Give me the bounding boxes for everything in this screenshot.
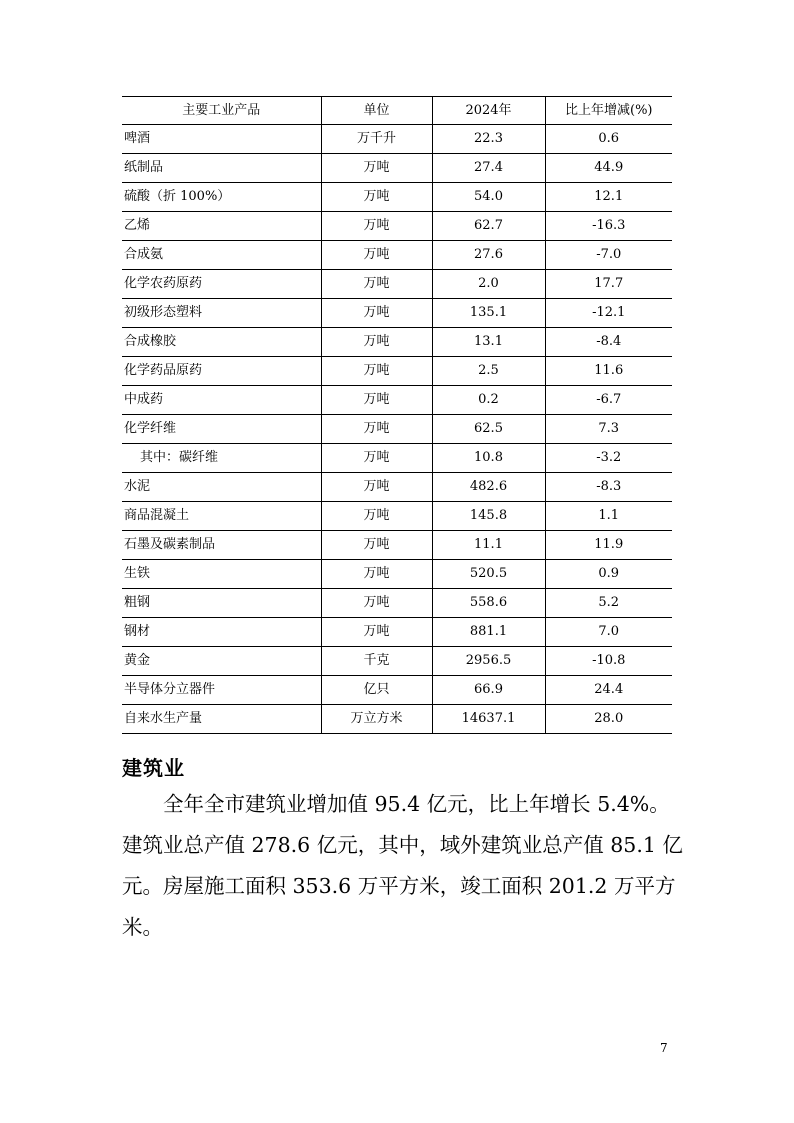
table-row	[122, 560, 672, 589]
product-name-cell: 石墨及碳素制品	[122, 531, 321, 560]
product-name-cell: 自来水生产量	[122, 705, 321, 734]
value-cell: 54.0	[432, 183, 545, 212]
table-row	[122, 647, 672, 676]
unit-cell: 万吨	[321, 618, 432, 647]
product-name-cell: 化学农药原药	[122, 270, 321, 299]
value-cell: 62.5	[432, 415, 545, 444]
table-body	[122, 125, 672, 734]
change-cell: 17.7	[545, 270, 672, 299]
product-name-cell: 啤酒	[122, 125, 321, 154]
change-cell: 0.9	[545, 560, 672, 589]
table-row	[122, 125, 672, 154]
product-name-cell: 乙烯	[122, 212, 321, 241]
product-name-cell: 化学药品原药	[122, 357, 321, 386]
unit-cell: 万吨	[321, 357, 432, 386]
value-cell: 10.8	[432, 444, 545, 473]
value-cell: 27.4	[432, 154, 545, 183]
table-row	[122, 676, 672, 705]
product-name-cell: 初级形态塑料	[122, 299, 321, 328]
unit-cell: 万吨	[321, 241, 432, 270]
unit-cell: 万吨	[321, 154, 432, 183]
product-name-cell: 其中：碳纤维	[122, 444, 321, 473]
value-cell: 482.6	[432, 473, 545, 502]
value-cell: 62.7	[432, 212, 545, 241]
section-paragraph	[122, 784, 683, 948]
change-cell: 0.6	[545, 125, 672, 154]
unit-cell: 万千升	[321, 125, 432, 154]
change-cell: -12.1	[545, 299, 672, 328]
product-name-cell: 商品混凝土	[122, 502, 321, 531]
unit-cell: 万吨	[321, 473, 432, 502]
unit-cell: 万吨	[321, 328, 432, 357]
section-heading: 建筑业	[122, 756, 185, 780]
change-cell: -16.3	[545, 212, 672, 241]
paragraph-line: 建筑业总产值 278.6 亿元，其中，域外建筑业总产值 85.1 亿	[122, 833, 683, 857]
table-row	[122, 299, 672, 328]
change-cell: -6.7	[545, 386, 672, 415]
unit-cell: 万吨	[321, 270, 432, 299]
table-row	[122, 270, 672, 299]
value-cell: 66.9	[432, 676, 545, 705]
unit-cell: 万吨	[321, 183, 432, 212]
value-cell: 13.1	[432, 328, 545, 357]
unit-cell: 万吨	[321, 386, 432, 415]
product-name-cell: 中成药	[122, 386, 321, 415]
industrial-products-table	[122, 96, 672, 734]
value-cell: 27.6	[432, 241, 545, 270]
table-header-row	[122, 97, 672, 125]
table-row	[122, 357, 672, 386]
value-cell: 14637.1	[432, 705, 545, 734]
product-name-cell: 水泥	[122, 473, 321, 502]
change-cell: 24.4	[545, 676, 672, 705]
unit-cell: 万吨	[321, 444, 432, 473]
unit-cell: 万立方米	[321, 705, 432, 734]
header-product: 主要工业产品	[122, 97, 321, 125]
table-row	[122, 444, 672, 473]
product-name-cell: 化学纤维	[122, 415, 321, 444]
change-cell: -10.8	[545, 647, 672, 676]
table-row	[122, 415, 672, 444]
change-cell: 28.0	[545, 705, 672, 734]
header-year-value: 2024年	[432, 97, 545, 125]
change-cell: 5.2	[545, 589, 672, 618]
product-name-cell: 生铁	[122, 560, 321, 589]
unit-cell: 万吨	[321, 589, 432, 618]
change-cell: 1.1	[545, 502, 672, 531]
change-cell: 7.0	[545, 618, 672, 647]
product-name-cell: 合成氨	[122, 241, 321, 270]
paragraph-line: 米。	[122, 915, 163, 939]
unit-cell: 万吨	[321, 531, 432, 560]
unit-cell: 万吨	[321, 560, 432, 589]
product-name-cell: 半导体分立器件	[122, 676, 321, 705]
table-row	[122, 473, 672, 502]
table-row	[122, 183, 672, 212]
unit-cell: 万吨	[321, 415, 432, 444]
value-cell: 558.6	[432, 589, 545, 618]
paragraph-line: 元。房屋施工面积 353.6 万平方米，竣工面积 201.2 万平方	[122, 874, 676, 898]
product-name-cell: 纸制品	[122, 154, 321, 183]
value-cell: 11.1	[432, 531, 545, 560]
change-cell: 12.1	[545, 183, 672, 212]
value-cell: 22.3	[432, 125, 545, 154]
table-row	[122, 705, 672, 734]
product-name-cell: 粗钢	[122, 589, 321, 618]
unit-cell: 万吨	[321, 502, 432, 531]
product-name-cell: 合成橡胶	[122, 328, 321, 357]
value-cell: 0.2	[432, 386, 545, 415]
change-cell: -7.0	[545, 241, 672, 270]
value-cell: 145.8	[432, 502, 545, 531]
table-row	[122, 212, 672, 241]
table-row	[122, 502, 672, 531]
change-cell: -3.2	[545, 444, 672, 473]
product-name-cell: 钢材	[122, 618, 321, 647]
product-name-cell: 硫酸（折 100%）	[122, 183, 321, 212]
value-cell: 135.1	[432, 299, 545, 328]
value-cell: 2.5	[432, 357, 545, 386]
unit-cell: 万吨	[321, 212, 432, 241]
table-row	[122, 531, 672, 560]
change-cell: 11.6	[545, 357, 672, 386]
table-row	[122, 589, 672, 618]
value-cell: 881.1	[432, 618, 545, 647]
unit-cell: 万吨	[321, 299, 432, 328]
header-unit: 单位	[321, 97, 432, 125]
change-cell: 11.9	[545, 531, 672, 560]
value-cell: 2.0	[432, 270, 545, 299]
page-number: 7	[660, 1041, 668, 1055]
paragraph-line: 全年全市建筑业增加值 95.4 亿元，比上年增长 5.4%。	[163, 792, 670, 816]
table-row	[122, 386, 672, 415]
product-name-cell: 黄金	[122, 647, 321, 676]
change-cell: -8.3	[545, 473, 672, 502]
unit-cell: 千克	[321, 647, 432, 676]
change-cell: -8.4	[545, 328, 672, 357]
value-cell: 2956.5	[432, 647, 545, 676]
table-row	[122, 154, 672, 183]
table-row	[122, 618, 672, 647]
change-cell: 44.9	[545, 154, 672, 183]
header-change: 比上年增减(%)	[545, 97, 672, 125]
change-cell: 7.3	[545, 415, 672, 444]
table-row	[122, 328, 672, 357]
table-row	[122, 241, 672, 270]
value-cell: 520.5	[432, 560, 545, 589]
unit-cell: 亿只	[321, 676, 432, 705]
